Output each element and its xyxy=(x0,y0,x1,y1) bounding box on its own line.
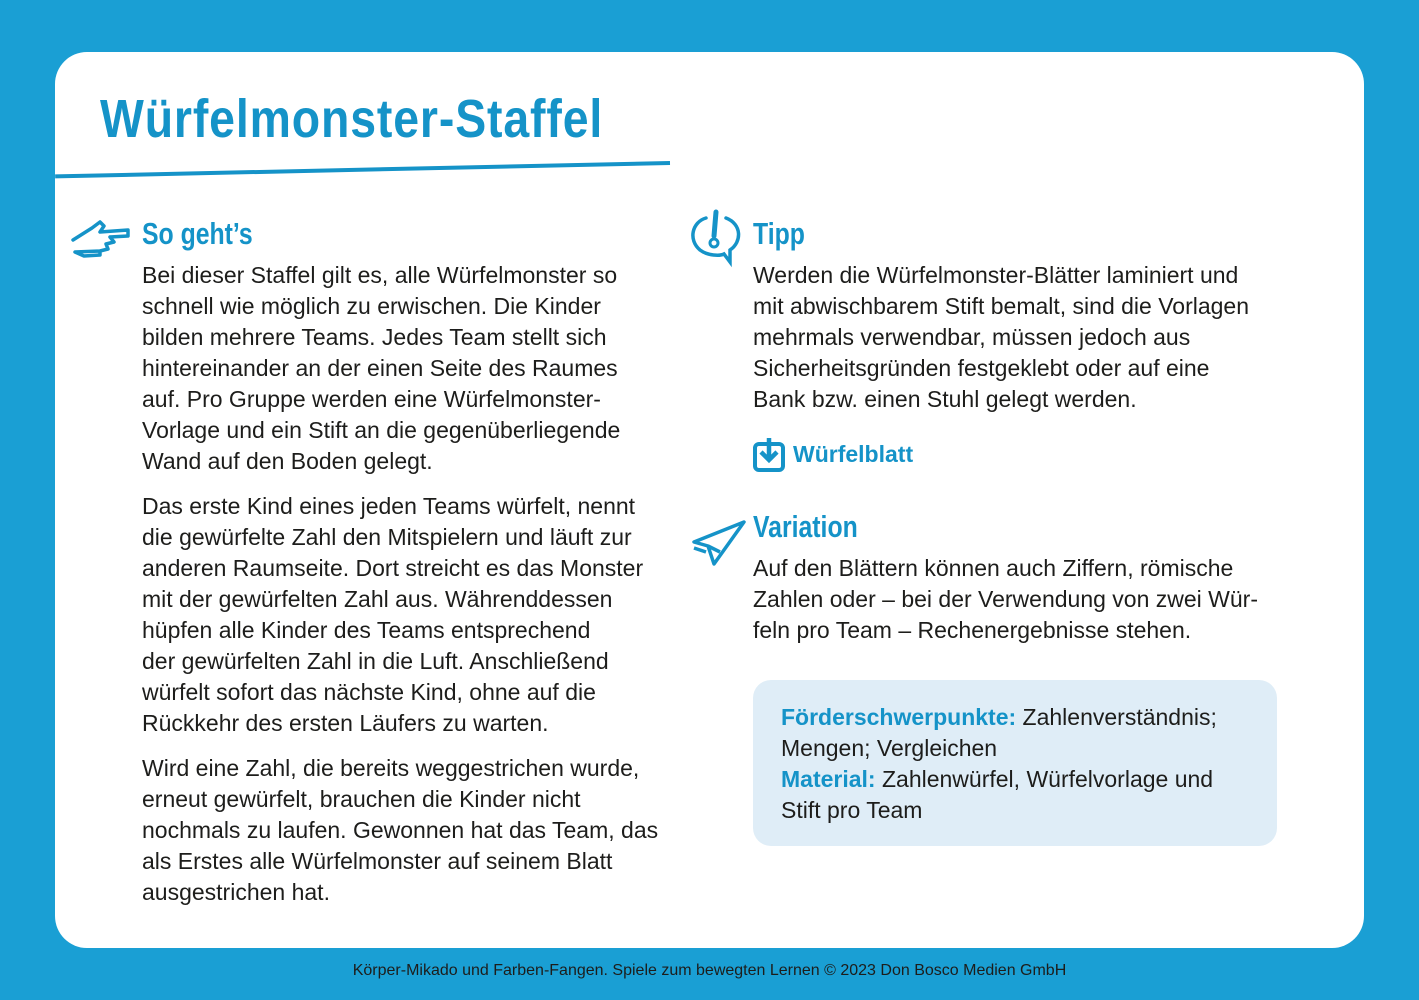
text-line: Das erste Kind eines jeden Teams würfelt, nennt xyxy=(142,493,636,519)
text-line: Wand auf den Boden gelegt. xyxy=(142,448,433,474)
text-line: der gewürfelten Zahl in die Luft. Anschließend xyxy=(142,648,609,674)
section-heading-variation: Variation xyxy=(753,509,858,544)
text-line: schnell wie möglich zu erwischen. Die Kinder xyxy=(142,293,601,319)
download-icon xyxy=(753,436,785,472)
text-line: Sicherheitsgründen festgeklebt oder auf eine xyxy=(753,355,1210,381)
download-label: Würfelblatt xyxy=(793,440,914,467)
text-line: Vorlage und ein Stift an die gegenüberliegende xyxy=(142,417,621,443)
text-line: nochmals zu laufen. Gewonnen hat das Team, das xyxy=(142,817,659,843)
page-title: Würfelmonster-Staffel xyxy=(100,89,604,149)
text-line: mehrmals verwendbar, müssen jedoch aus xyxy=(753,324,1191,350)
material-value-cont: Stift pro Team xyxy=(781,797,923,823)
text-line: Wird eine Zahl, die bereits weggestrichen wurde, xyxy=(142,755,640,781)
text-line: Bei dieser Staffel gilt es, alle Würfelmonster so xyxy=(142,262,618,288)
section-heading-so-gehts: So geht’s xyxy=(142,216,253,251)
speech-bubble-exclamation-icon xyxy=(686,208,746,268)
text-line: als Erstes alle Würfelmonster auf seinem Blatt xyxy=(142,848,613,874)
material-value: Zahlenwürfel, Würfelvorlage und xyxy=(875,766,1214,792)
text-line: Auf den Blättern können auch Ziffern, römische xyxy=(753,555,1234,581)
material-label: Material: xyxy=(781,766,876,792)
focus-value-cont: Mengen; Vergleichen xyxy=(781,735,998,761)
copyright-footer: Körper-Mikado und Farben-Fangen. Spiele zum bewegten Lernen © 2023 Don Bosco Medien GmbH xyxy=(352,962,1067,979)
text-line: Zahlen oder – bei der Verwendung von zwei Wür- xyxy=(753,586,1259,612)
text-line: würfelt sofort das nächste Kind, ohne auf die xyxy=(142,679,596,705)
paper-plane-icon xyxy=(690,518,746,568)
text-line: mit der gewürfelten Zahl aus. Währenddessen xyxy=(142,586,613,612)
text-line: Rückkehr des ersten Läufers zu warten. xyxy=(142,710,549,736)
text-line: hintereinander an der einen Seite des Raumes xyxy=(142,355,618,381)
pointing-hand-icon xyxy=(70,218,132,260)
so-gehts-text xyxy=(142,260,658,908)
variation-text xyxy=(753,553,1258,646)
section-heading-tipp: Tipp xyxy=(753,216,805,251)
text-line: die gewürfelte Zahl den Mitspielern und läuft zur xyxy=(142,524,632,550)
text-line: ausgestrichen hat. xyxy=(142,879,330,905)
download-wuerfelblatt-link[interactable] xyxy=(753,436,913,472)
text-line: Werden die Würfelmonster-Blätter laminiert und xyxy=(753,262,1239,288)
text-line: anderen Raumseite. Dort streicht es das Monster xyxy=(142,555,644,581)
text-line: bilden mehrere Teams. Jedes Team stellt sich xyxy=(142,324,607,350)
focus-label: Förderschwerpunkte: xyxy=(781,704,1017,730)
info-box xyxy=(753,680,1277,846)
text-line: mit abwischbarem Stift bemalt, sind die Vorlagen xyxy=(753,293,1250,319)
focus-value: Zahlenverständnis; xyxy=(1016,704,1217,730)
text-line: feln pro Team – Rechenergebnisse stehen. xyxy=(753,617,1192,643)
tipp-text xyxy=(753,260,1249,415)
info-text xyxy=(781,702,1217,826)
text-line: hüpfen alle Kinder des Teams entsprechend xyxy=(142,617,591,643)
text-line: auf. Pro Gruppe werden eine Würfelmonster- xyxy=(142,386,601,412)
text-line: erneut gewürfelt, brauchen die Kinder nicht xyxy=(142,786,581,812)
text-line: Bank bzw. einen Stuhl gelegt werden. xyxy=(753,386,1137,412)
